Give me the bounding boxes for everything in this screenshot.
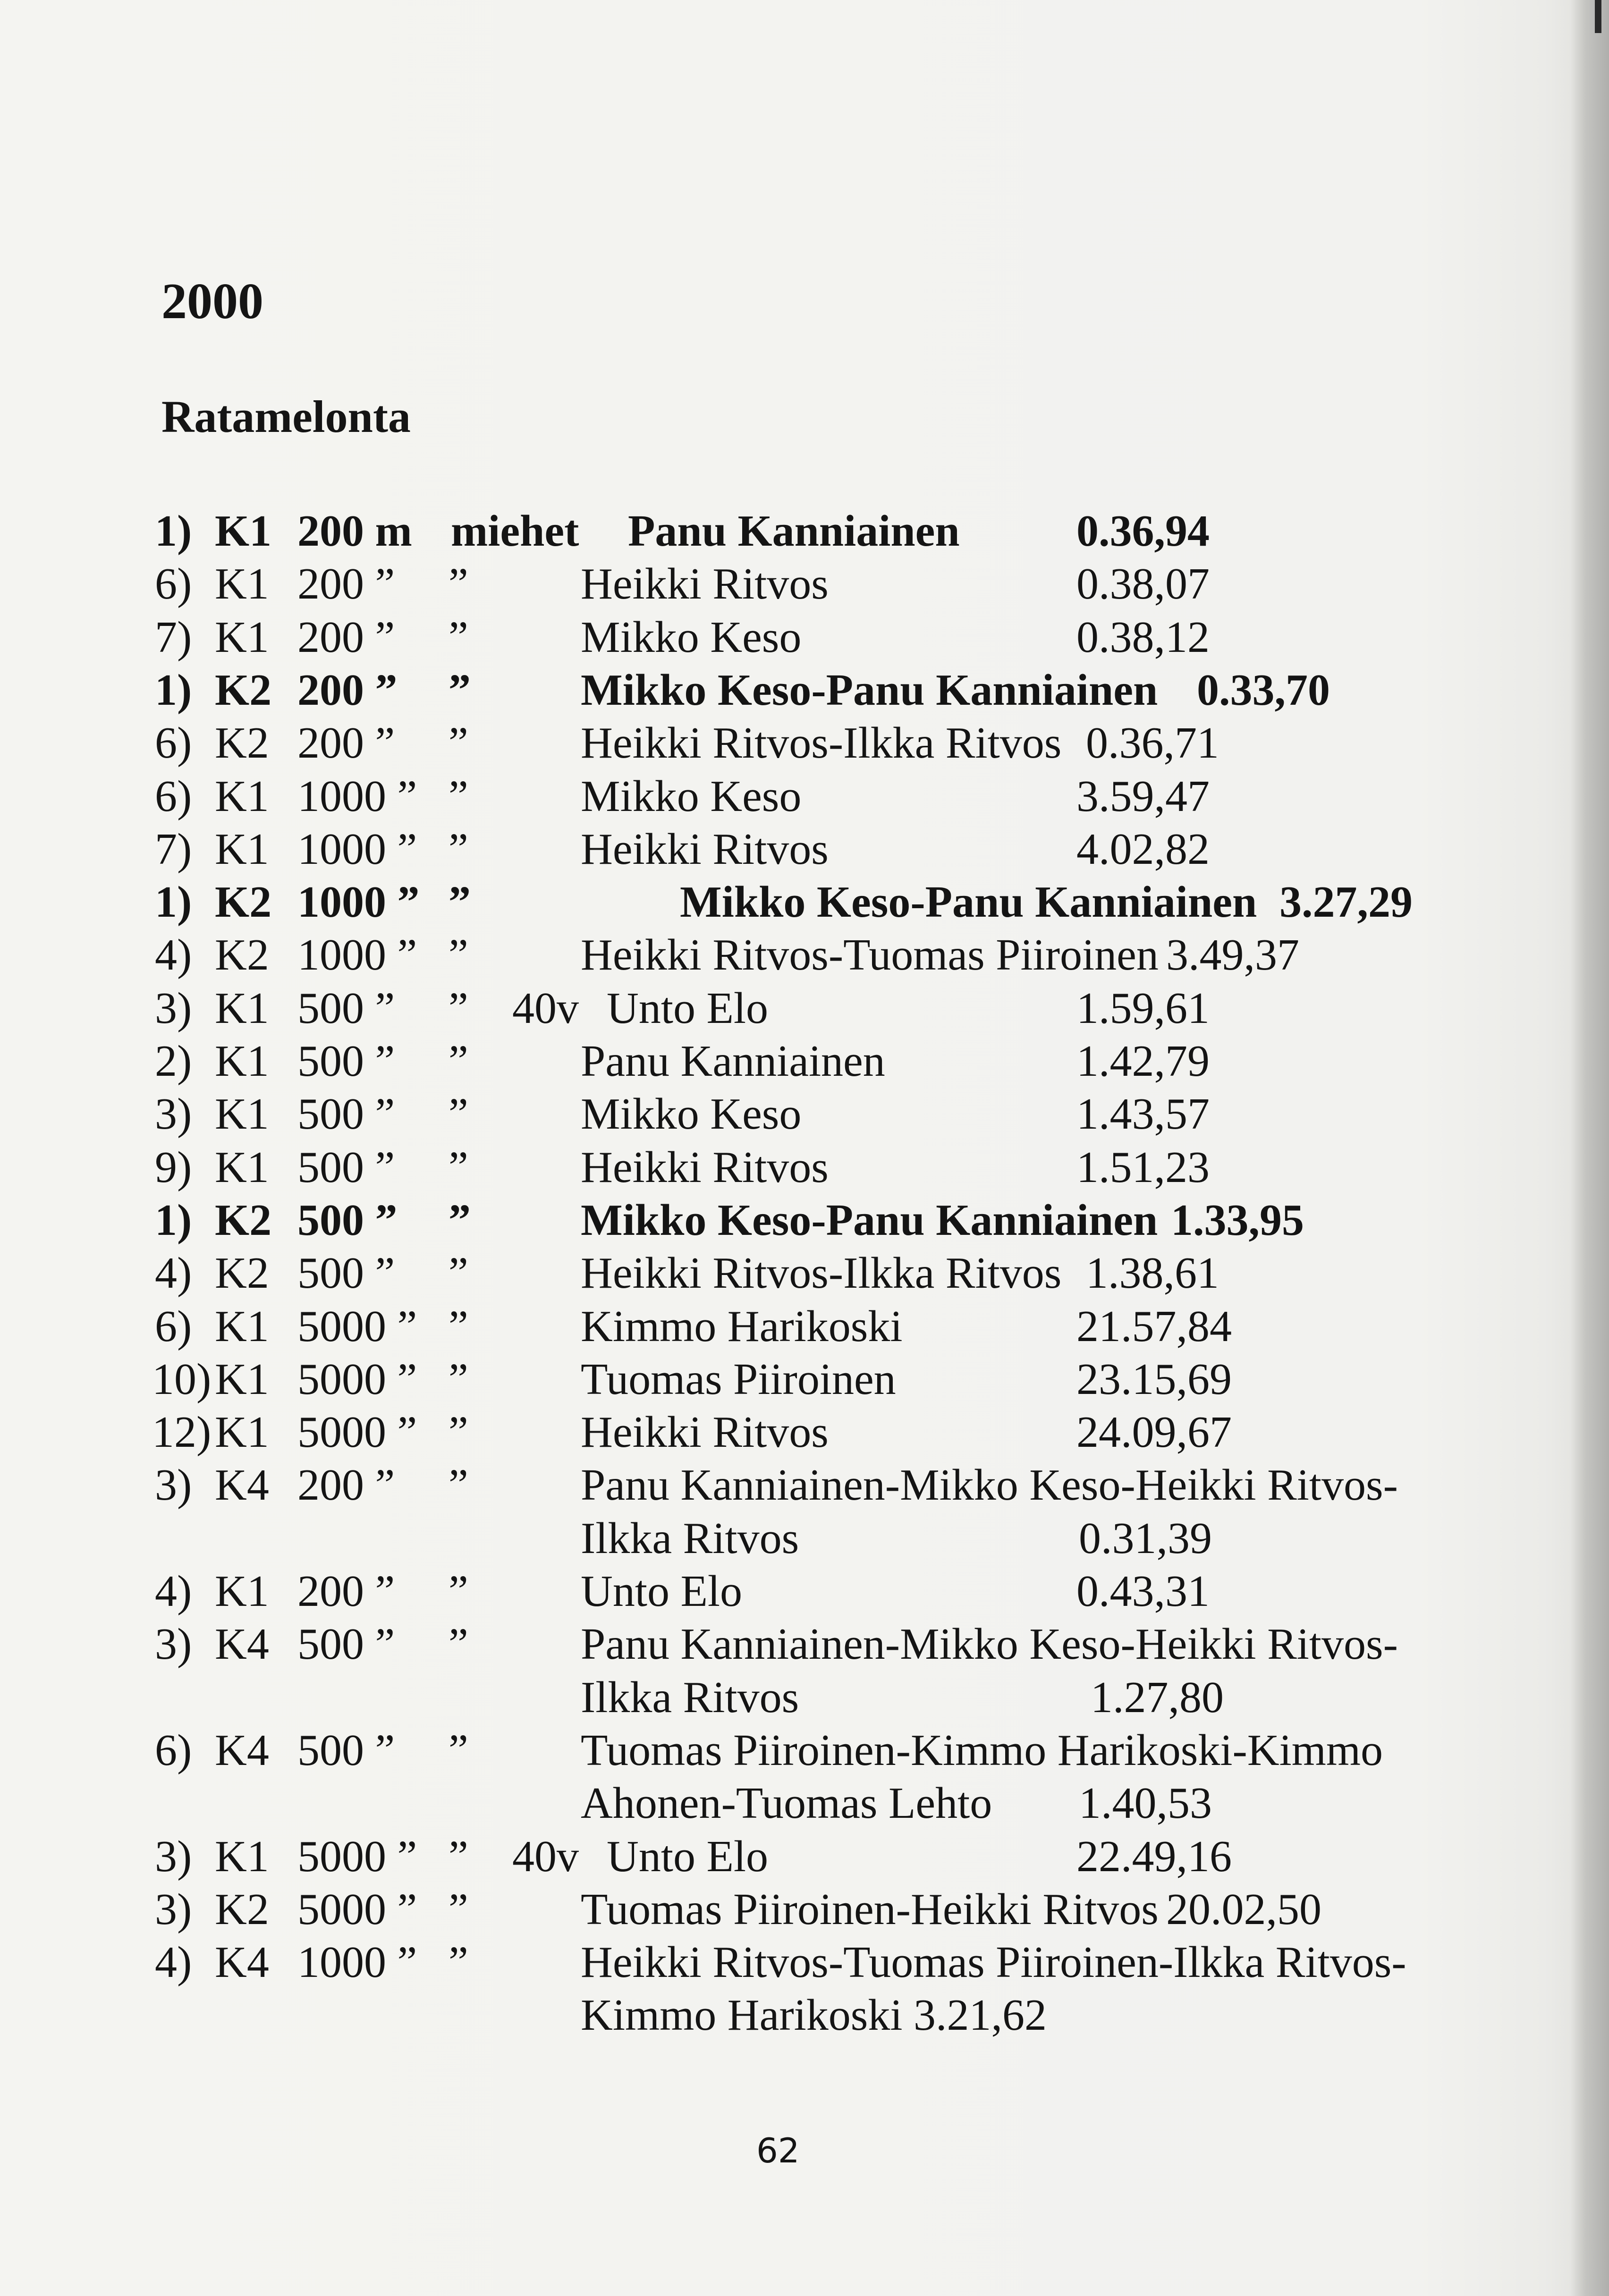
- result-category: 40v: [512, 1832, 579, 1881]
- result-boat-class: K2: [215, 1249, 269, 1298]
- result-name: Heikki Ritvos: [581, 1408, 829, 1457]
- result-distance: 200 ”: [297, 559, 395, 609]
- result-ditto: ”: [449, 1725, 468, 1775]
- result-boat-class: K4: [215, 1620, 269, 1669]
- result-distance: 200 ”: [297, 1460, 395, 1510]
- result-name: Heikki Ritvos-Ilkka Ritvos: [581, 718, 1062, 768]
- result-ditto: ”: [449, 1832, 468, 1881]
- result-name: Heikki Ritvos: [581, 1142, 829, 1192]
- result-place: 7): [155, 612, 192, 662]
- result-boat-class: K4: [215, 1725, 269, 1775]
- result-time: 24.09,67: [1076, 1408, 1232, 1457]
- result-boat-class: K1: [215, 1832, 269, 1881]
- result-place: 12): [152, 1408, 212, 1457]
- result-place: 3): [155, 1620, 192, 1669]
- result-time: 1.27,80: [1091, 1672, 1224, 1722]
- result-time: 0.36,94: [1076, 506, 1210, 556]
- result-boat-class: K2: [215, 1884, 269, 1934]
- result-boat-class: K4: [215, 1938, 269, 1987]
- result-distance: 1000 ”: [297, 878, 420, 927]
- result-name: Panu Kanniainen: [581, 1037, 885, 1086]
- result-time: 20.02,50: [1166, 1884, 1321, 1934]
- result-ditto: ”: [449, 824, 468, 874]
- page-number: 62: [756, 2131, 800, 2170]
- result-place: 6): [155, 718, 192, 768]
- result-name: Heikki Ritvos: [581, 559, 829, 609]
- result-name-continued: Ilkka Ritvos: [581, 1513, 799, 1563]
- result-place: 1): [155, 1195, 192, 1245]
- result-distance: 1000 ”: [297, 824, 417, 874]
- result-ditto: ”: [449, 1620, 468, 1669]
- result-time: 23.15,69: [1076, 1354, 1232, 1404]
- result-ditto: ”: [449, 1938, 468, 1987]
- result-name: Mikko Keso-Panu Kanniainen: [581, 1195, 1158, 1245]
- result-name: Kimmo Harikoski: [581, 1301, 903, 1351]
- result-ditto: ”: [449, 1249, 468, 1298]
- result-place: 9): [155, 1142, 192, 1192]
- result-place: 1): [155, 506, 192, 556]
- result-time: 1.42,79: [1076, 1037, 1210, 1086]
- result-name: Tuomas Piiroinen-Kimmo Harikoski-Kimmo: [581, 1725, 1383, 1775]
- result-time: 1.43,57: [1076, 1089, 1210, 1139]
- result-name: Heikki Ritvos-Tuomas Piiroinen: [581, 930, 1159, 980]
- result-distance: 500 ”: [297, 1620, 395, 1669]
- result-place: 6): [155, 1301, 192, 1351]
- result-place: 7): [155, 824, 192, 874]
- result-time: 0.38,07: [1076, 559, 1210, 609]
- result-place: 3): [155, 1832, 192, 1881]
- result-ditto: ”: [449, 1195, 471, 1245]
- result-name: Mikko Keso-Panu Kanniainen: [581, 665, 1158, 715]
- result-ditto: ”: [449, 930, 468, 980]
- result-time: 0.31,39: [1079, 1513, 1212, 1563]
- result-distance: 5000 ”: [297, 1408, 417, 1457]
- result-ditto: ”: [449, 1301, 468, 1351]
- result-place: 3): [155, 983, 192, 1033]
- result-distance: 5000 ”: [297, 1301, 417, 1351]
- result-ditto: ”: [449, 1567, 468, 1616]
- result-time: 1.38,61: [1086, 1249, 1219, 1298]
- result-ditto: ”: [449, 1142, 468, 1192]
- result-boat-class: K1: [215, 824, 269, 874]
- result-name: Tuomas Piiroinen-Heikki Ritvos: [581, 1884, 1159, 1934]
- result-boat-class: K1: [215, 559, 269, 609]
- result-ditto: ”: [449, 718, 468, 768]
- result-boat-class: K4: [215, 1460, 269, 1510]
- result-place: 1): [155, 878, 192, 927]
- result-category: 40v: [512, 983, 579, 1033]
- result-ditto: ”: [449, 983, 468, 1033]
- result-name: Unto Elo: [607, 1832, 769, 1881]
- result-place: 6): [155, 559, 192, 609]
- result-boat-class: K2: [215, 665, 272, 715]
- result-category: miehet: [451, 506, 579, 556]
- result-distance: 500 ”: [297, 1037, 395, 1086]
- result-boat-class: K2: [215, 930, 269, 980]
- result-distance: 1000 ”: [297, 771, 417, 821]
- result-boat-class: K2: [215, 878, 272, 927]
- result-time: 3.27,29: [1279, 878, 1413, 927]
- result-boat-class: K1: [215, 1567, 269, 1616]
- result-time: 1.33,95: [1171, 1195, 1304, 1245]
- result-name: Panu Kanniainen-Mikko Keso-Heikki Ritvos-: [581, 1460, 1398, 1510]
- result-boat-class: K1: [215, 1354, 269, 1404]
- result-name: Mikko Keso: [581, 1089, 802, 1139]
- result-name: Panu Kanniainen-Mikko Keso-Heikki Ritvos-: [581, 1620, 1398, 1669]
- result-ditto: ”: [449, 559, 468, 609]
- result-distance: 500 ”: [297, 1249, 395, 1298]
- result-name: Heikki Ritvos: [581, 824, 829, 874]
- result-name: Panu Kanniainen: [628, 506, 960, 556]
- result-distance: 500 ”: [297, 983, 395, 1033]
- result-boat-class: K2: [215, 718, 269, 768]
- result-time: 1.59,61: [1076, 983, 1210, 1033]
- result-time: 1.51,23: [1076, 1142, 1210, 1192]
- result-boat-class: K1: [215, 1037, 269, 1086]
- result-name: Mikko Keso: [581, 771, 802, 821]
- result-ditto: ”: [449, 1354, 468, 1404]
- section-heading: Ratamelonta: [161, 391, 411, 442]
- result-boat-class: K1: [215, 983, 269, 1033]
- result-distance: 1000 ”: [297, 1938, 417, 1987]
- result-time: 21.57,84: [1076, 1301, 1232, 1351]
- result-place: 4): [155, 1249, 192, 1298]
- result-place: 4): [155, 1938, 192, 1987]
- result-ditto: ”: [449, 665, 471, 715]
- result-distance: 500 ”: [297, 1725, 395, 1775]
- result-boat-class: K1: [215, 771, 269, 821]
- result-distance: 200 ”: [297, 1567, 395, 1616]
- result-boat-class: K1: [215, 1301, 269, 1351]
- result-boat-class: K2: [215, 1195, 272, 1245]
- result-name: Unto Elo: [607, 983, 769, 1033]
- result-ditto: ”: [449, 612, 468, 662]
- result-distance: 200 m: [297, 506, 412, 556]
- result-place: 3): [155, 1460, 192, 1510]
- spine-mark: [1595, 0, 1601, 33]
- result-name: Mikko Keso: [581, 612, 802, 662]
- result-distance: 5000 ”: [297, 1354, 417, 1404]
- result-distance: 5000 ”: [297, 1832, 417, 1881]
- result-distance: 500 ”: [297, 1195, 398, 1245]
- result-name: Unto Elo: [581, 1567, 743, 1616]
- result-name-continued: Ahonen-Tuomas Lehto: [581, 1779, 992, 1828]
- result-time: 0.33,70: [1197, 665, 1330, 715]
- result-ditto: ”: [449, 1884, 468, 1934]
- result-time: 0.38,12: [1076, 612, 1210, 662]
- result-ditto: ”: [449, 1089, 468, 1139]
- page-spine-shadow: [1570, 0, 1609, 2296]
- result-place: 4): [155, 1567, 192, 1616]
- result-name-continued: Ilkka Ritvos: [581, 1672, 799, 1722]
- year-heading: 2000: [161, 273, 263, 329]
- result-ditto: ”: [449, 878, 471, 927]
- result-time: 3.49,37: [1166, 930, 1299, 980]
- result-name: Heikki Ritvos-Tuomas Piiroinen-Ilkka Ritvos-: [581, 1938, 1406, 1987]
- result-name: Tuomas Piiroinen: [581, 1354, 896, 1404]
- result-time: 4.02,82: [1076, 824, 1210, 874]
- result-distance: 200 ”: [297, 612, 395, 662]
- result-place: 6): [155, 1725, 192, 1775]
- result-ditto: ”: [449, 1460, 468, 1510]
- result-time: 1.40,53: [1079, 1779, 1212, 1828]
- result-distance: 500 ”: [297, 1142, 395, 1192]
- result-place: 3): [155, 1089, 192, 1139]
- result-distance: 200 ”: [297, 665, 398, 715]
- result-boat-class: K1: [215, 1142, 269, 1192]
- result-place: 3): [155, 1884, 192, 1934]
- result-place: 10): [152, 1354, 212, 1404]
- result-time: 0.36,71: [1086, 718, 1219, 768]
- result-distance: 5000 ”: [297, 1884, 417, 1934]
- result-place: 2): [155, 1037, 192, 1086]
- result-name: Heikki Ritvos-Ilkka Ritvos: [581, 1249, 1062, 1298]
- result-boat-class: K1: [215, 612, 269, 662]
- result-boat-class: K1: [215, 1408, 269, 1457]
- result-name: Mikko Keso-Panu Kanniainen: [680, 878, 1257, 927]
- result-time: 0.43,31: [1076, 1567, 1210, 1616]
- result-place: 6): [155, 771, 192, 821]
- result-place: 4): [155, 930, 192, 980]
- result-distance: 500 ”: [297, 1089, 395, 1139]
- result-name-continued: Kimmo Harikoski 3.21,62: [581, 1991, 1047, 2040]
- result-boat-class: K1: [215, 506, 272, 556]
- result-ditto: ”: [449, 1037, 468, 1086]
- result-distance: 200 ”: [297, 718, 395, 768]
- result-ditto: ”: [449, 1408, 468, 1457]
- result-place: 1): [155, 665, 192, 715]
- result-time: 22.49,16: [1076, 1832, 1232, 1881]
- result-distance: 1000 ”: [297, 930, 417, 980]
- result-ditto: ”: [449, 771, 468, 821]
- result-time: 3.59,47: [1076, 771, 1210, 821]
- result-boat-class: K1: [215, 1089, 269, 1139]
